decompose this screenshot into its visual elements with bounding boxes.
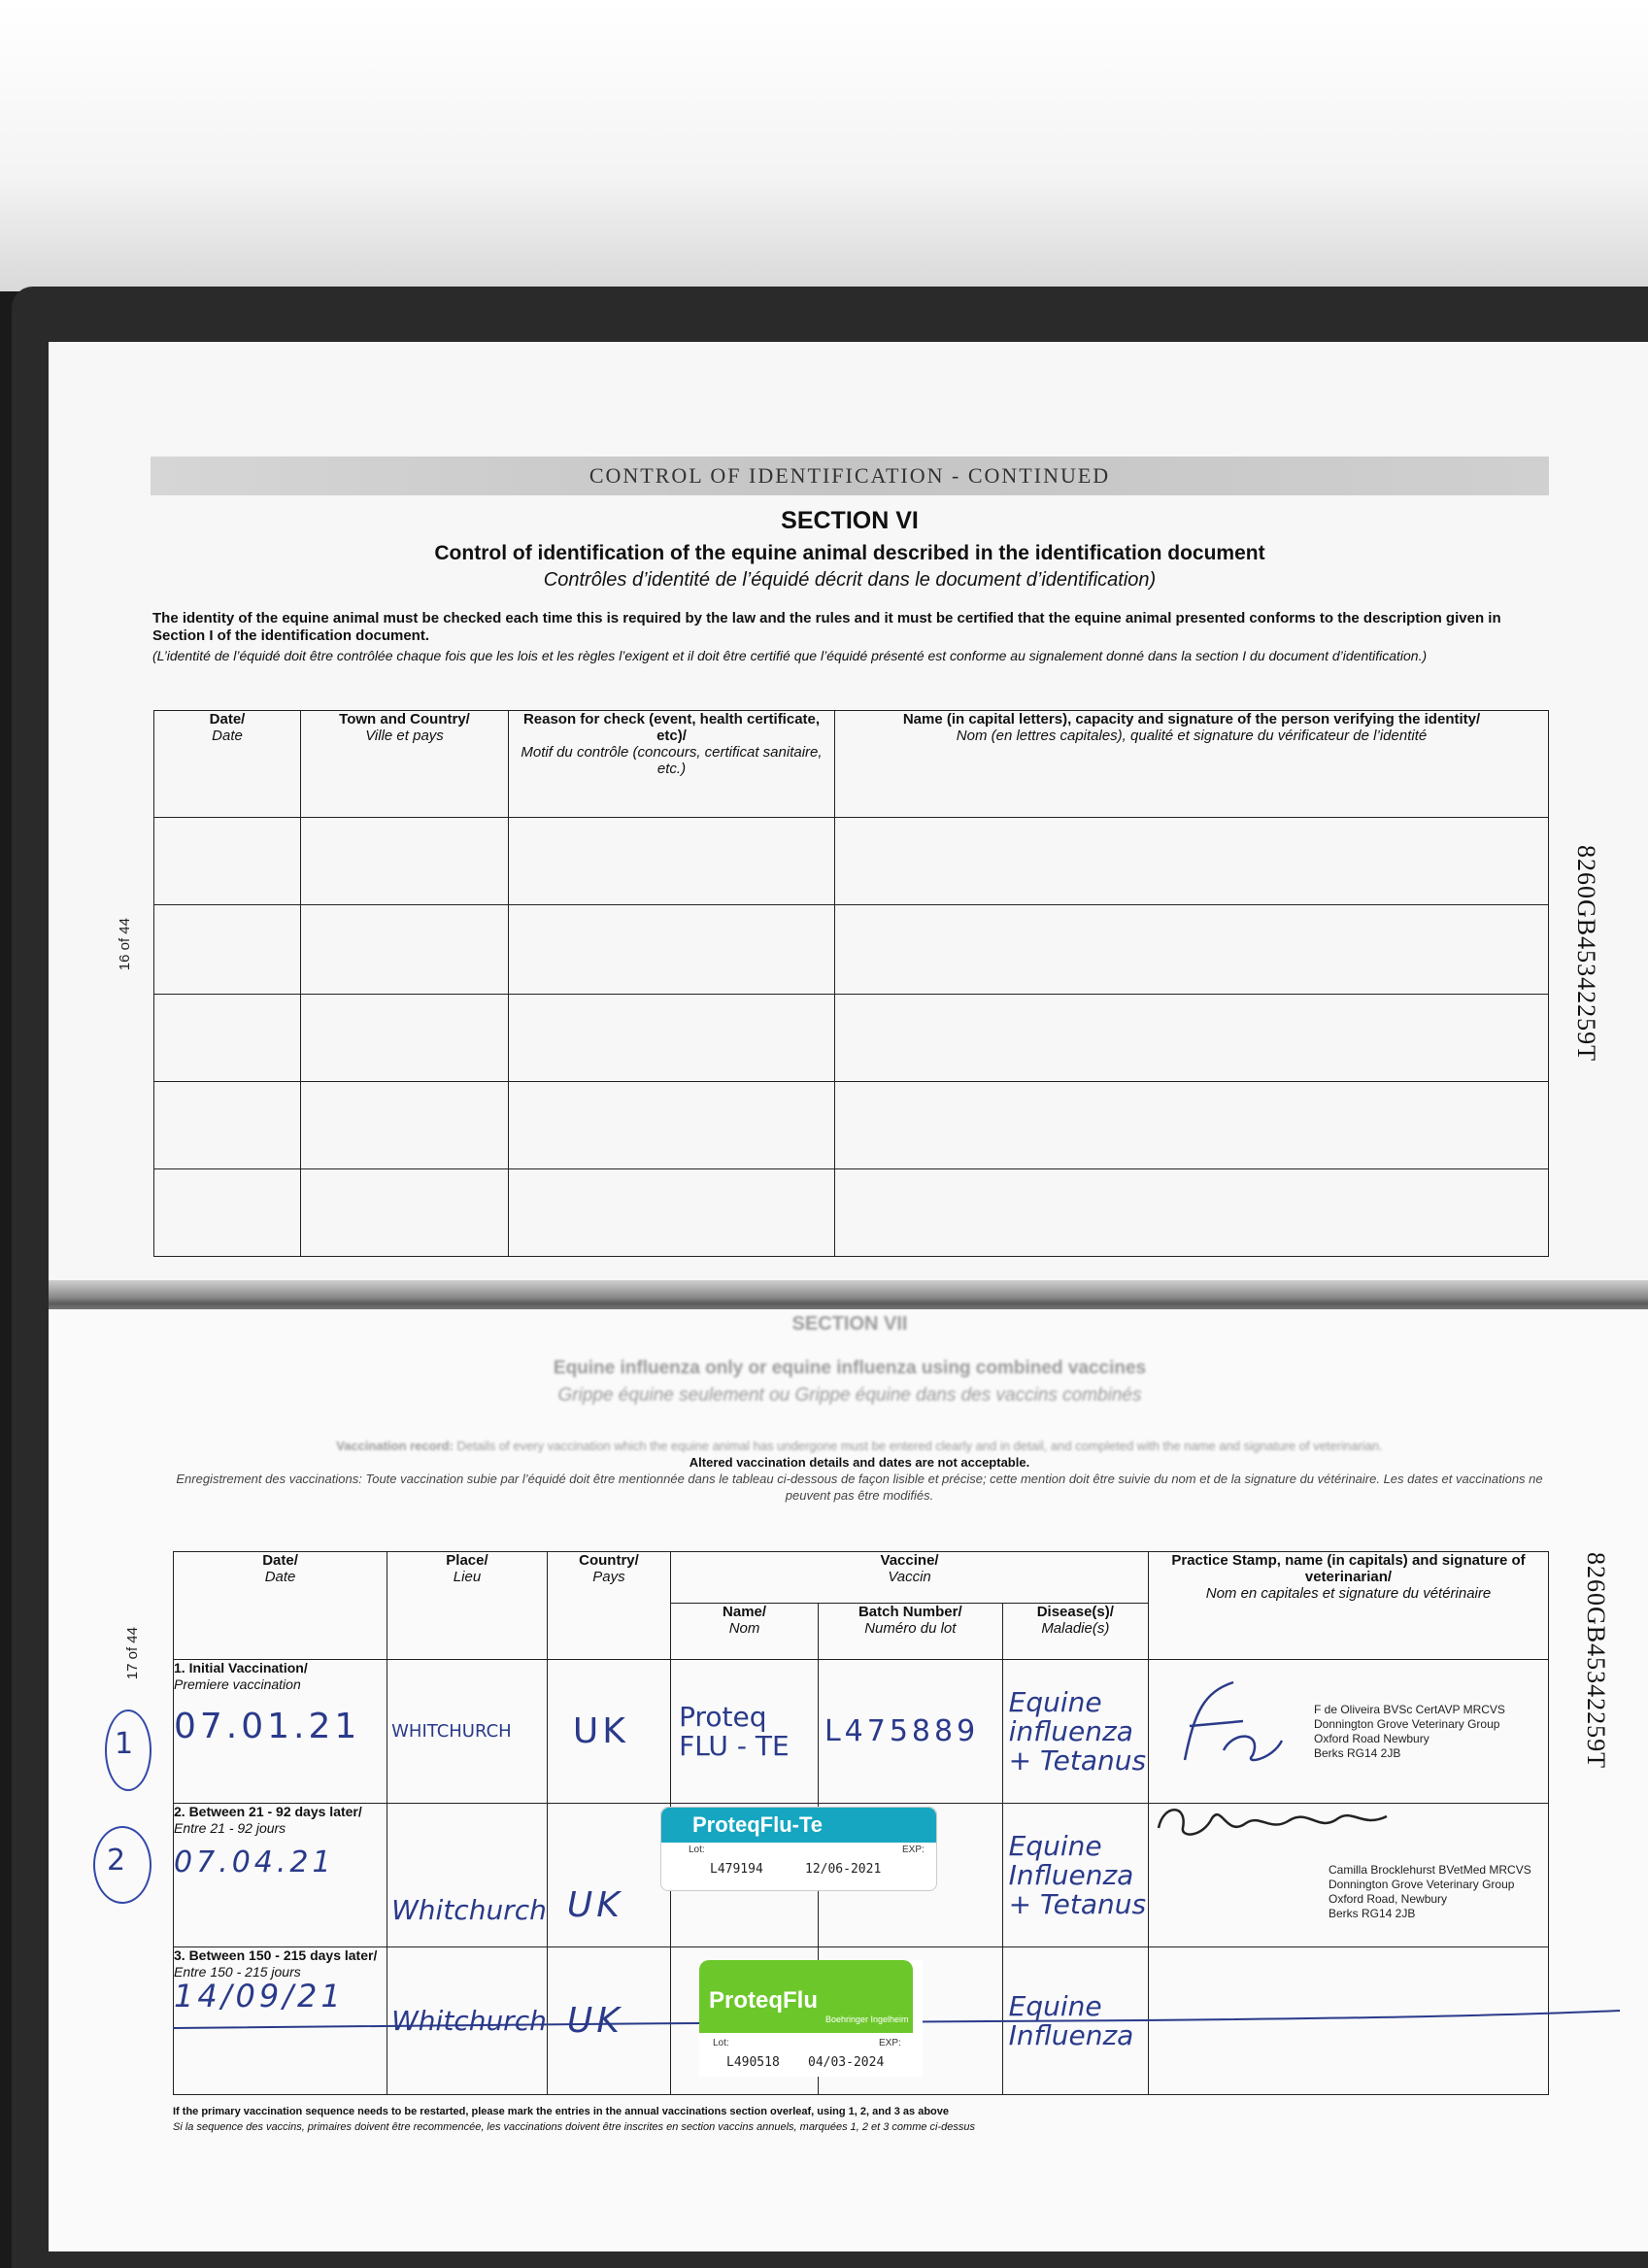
row-2-disease-cell: [1002, 1804, 1148, 1947]
marker-2-label: 2: [107, 1844, 126, 1878]
sticker-exp-row-3: 04/03-2024: [808, 2055, 885, 2070]
col-date: Date/ Date: [154, 711, 301, 818]
section-vii-intro: [165, 1438, 1554, 1504]
identity-check-table: [153, 710, 1549, 1257]
row-2-vet-stamp: Camilla Brocklehurst BVetMed MRCVS Donnington Grove Veterinary Group Oxford Road, Newbury Berks RG14 2JB: [1328, 1862, 1531, 1920]
row-1-disease: Equine influenza + Tetanus: [1008, 1685, 1147, 1777]
sticker-exp-row-2: 12/06-2021: [805, 1862, 882, 1877]
row-3-place: Whitchurch: [391, 2004, 547, 2037]
table-row: [154, 1169, 1549, 1257]
sticker-lot-label-row-3: Lot:: [713, 2038, 729, 2048]
section-banner: CONTROL OF IDENTIFICATION - CONTINUED: [151, 457, 1549, 495]
intro-lead-fr: Enregistrement des vaccinations:: [176, 1472, 362, 1486]
row-1-disease-cell: [1002, 1660, 1148, 1804]
marker-1-label: 1: [115, 1727, 134, 1761]
vet-signature-2: [1154, 1799, 1406, 1847]
row-2-place: Whitchurch: [391, 1894, 547, 1926]
intro-lead-en: Vaccination record:: [336, 1439, 454, 1453]
col-date: Date/ Date: [174, 1552, 387, 1660]
table-row: [154, 1082, 1549, 1169]
row-2-disease: Equine Influenza + Tetanus: [1008, 1829, 1147, 1920]
col-disease: Disease(s)/ Maladie(s): [1002, 1604, 1148, 1660]
table-row: [154, 818, 1549, 905]
vaccine-sticker-row-2: [660, 1807, 937, 1891]
vet-signature-1: [1175, 1673, 1292, 1779]
row-2-country-cell: [547, 1804, 670, 1947]
col-vaccine: Vaccine/ Vaccin: [671, 1552, 1149, 1604]
sticker-brand-row-3: ProteqFlu: [709, 1987, 818, 2014]
sticker-lot-label-row-2: Lot:: [689, 1845, 705, 1855]
row-1-place-cell: [387, 1660, 548, 1804]
table-row: [154, 995, 1549, 1082]
section-vii-heading: SECTION VII: [791, 1313, 908, 1335]
vaccination-row-1: [174, 1660, 1549, 1804]
intro-warning-en: Altered vaccination details and dates are not acceptable.: [689, 1455, 1030, 1470]
footnote-en: If the primary vaccination sequence needs to be restarted, please mark the entries in the annual vaccinations section overleaf, using 1, 2, and 3 as above: [173, 2106, 950, 2117]
col-reason: Reason for check (event, health certificate, etc)/ Motif du contrôle (concours, certificat sanitaire, etc.): [509, 711, 835, 818]
row-1-batch: L475889: [824, 1714, 980, 1748]
scan-background: [0, 0, 1648, 291]
row-1-date: 07.01.21: [174, 1707, 361, 1746]
sticker-exp-label-row-3: EXP:: [879, 2038, 901, 2048]
document-id-bottom: 8260GB45342259T: [1582, 1552, 1610, 1769]
intro-text-en: Details of every vaccination which the equine animal has undergone must be entered clearly and in detail, and completed with the name and signature of veterinarian.: [456, 1439, 1383, 1453]
row-2-country: UK: [566, 1885, 623, 1925]
section-vi-intro-en: The identity of the equine animal must be checked each time this is required by the law and the rules and it must be certified that the equine animal presented conforms to the description given in Section I of the identification document.: [152, 610, 1501, 644]
row-1-batch-cell: [818, 1660, 1002, 1804]
row-1-country-cell: [547, 1660, 670, 1804]
intro-text-fr: Toute vaccination subie par l’équidé doit être mentionnée dans le tableau ci-dessous de façon lisible et précise; cette mention doit être suivie du nom et de la signature du vétérinaire. Les dates et vaccinations ne peuvent pas être modifiés.: [365, 1472, 1543, 1503]
col-batch-number: Batch Number/ Numéro du lot: [818, 1604, 1002, 1660]
section-vi-intro-fr: (L’identité de l’équidé doit être contrôlée chaque fois que les lois et les règles l’exigent et il doit être certifié que l’équidé présenté est conforme au signalement donné dans la section I du document d’identification.): [152, 648, 1428, 663]
col-vaccine-name: Name/ Nom: [671, 1604, 819, 1660]
section-vi-title-en: Control of identification of the equine animal described in the identification document: [434, 542, 1265, 564]
sticker-maker-row-3: Boehringer Ingelheim: [825, 2014, 909, 2024]
vaccine-sticker-row-3: [699, 1960, 923, 2077]
row-3-disease: Equine Influenza: [1008, 1989, 1134, 2051]
row-1-vaccine-cell: [671, 1660, 819, 1804]
section-vi-heading: SECTION VI: [781, 507, 919, 534]
page-number-16: 16 of 44: [117, 918, 133, 971]
col-verifier: Name (in capital letters), capacity and signature of the person verifying the identity/ Nom (en lettres capitales), qualité et signature du vérificateur de l’identité: [835, 711, 1549, 818]
table-header-row: [154, 711, 1549, 818]
row-1-vet-stamp: F de Oliveira BVSc CertAVP MRCVS Donnington Grove Veterinary Group Oxford Road Newbury Berks RG14 2JB: [1313, 1702, 1505, 1760]
row-1-place: WHITCHURCH: [391, 1721, 512, 1742]
vaccination-header-row: [174, 1552, 1549, 1604]
row-2-place-cell: [387, 1804, 548, 1947]
col-country: Country/ Pays: [547, 1552, 670, 1660]
row-3-country: UK: [566, 2001, 623, 2041]
section-vii-title-fr: Grippe équine seulement ou Grippe équine dans des vaccins combinés: [557, 1385, 1142, 1405]
row-1-vaccine-name: Proteq FLU - TE: [679, 1700, 790, 1762]
col-practice-stamp: Practice Stamp, name (in capitals) and signature of veterinarian/ Nom en capitales et signature du vétérinaire: [1148, 1552, 1548, 1660]
sticker-exp-label-row-2: EXP:: [902, 1845, 925, 1855]
sticker-lot-row-2: L479194: [710, 1862, 763, 1877]
row-3-date: 14/09/21: [174, 1978, 345, 2014]
footnote-fr: Si la sequence des vaccins, primaires doivent être recommencée, les vaccinations doivent être inscrites en section vaccins annuels, marquées 1, 2 et 3 comme ci-dessus: [173, 2121, 976, 2133]
row-3-date-cell: 3. Between 150 - 215 days later/ Entre 150 - 215 jours 14/09/21: [174, 1947, 387, 2095]
table-row: [154, 905, 1549, 995]
col-place: Place/ Lieu: [387, 1552, 548, 1660]
row-2-date-cell: 2. Between 21 - 92 days later/ Entre 21 - 92 jours 07.04.21: [174, 1804, 387, 1947]
col-town-country: Town and Country/ Ville et pays: [301, 711, 509, 818]
document-id-top: 8260GB45342259T: [1572, 845, 1600, 1062]
section-vi-title-fr: Contrôles d’identité de l’équidé décrit dans le document d’identification): [543, 569, 1157, 591]
sticker-lot-row-3: L490518: [726, 2055, 780, 2070]
row-1-country: UK: [572, 1711, 629, 1751]
row-2-date: 07.04.21: [174, 1845, 335, 1879]
section-vii-title-en: Equine influenza only or equine influenza using combined vaccines: [553, 1358, 1147, 1378]
sticker-brand-row-2: ProteqFlu-Te: [661, 1808, 936, 1843]
page-number-17: 17 of 44: [124, 1627, 141, 1680]
row-1-date-cell: 1. Initial Vaccination/ Premiere vaccination 07.01.21: [174, 1660, 387, 1804]
